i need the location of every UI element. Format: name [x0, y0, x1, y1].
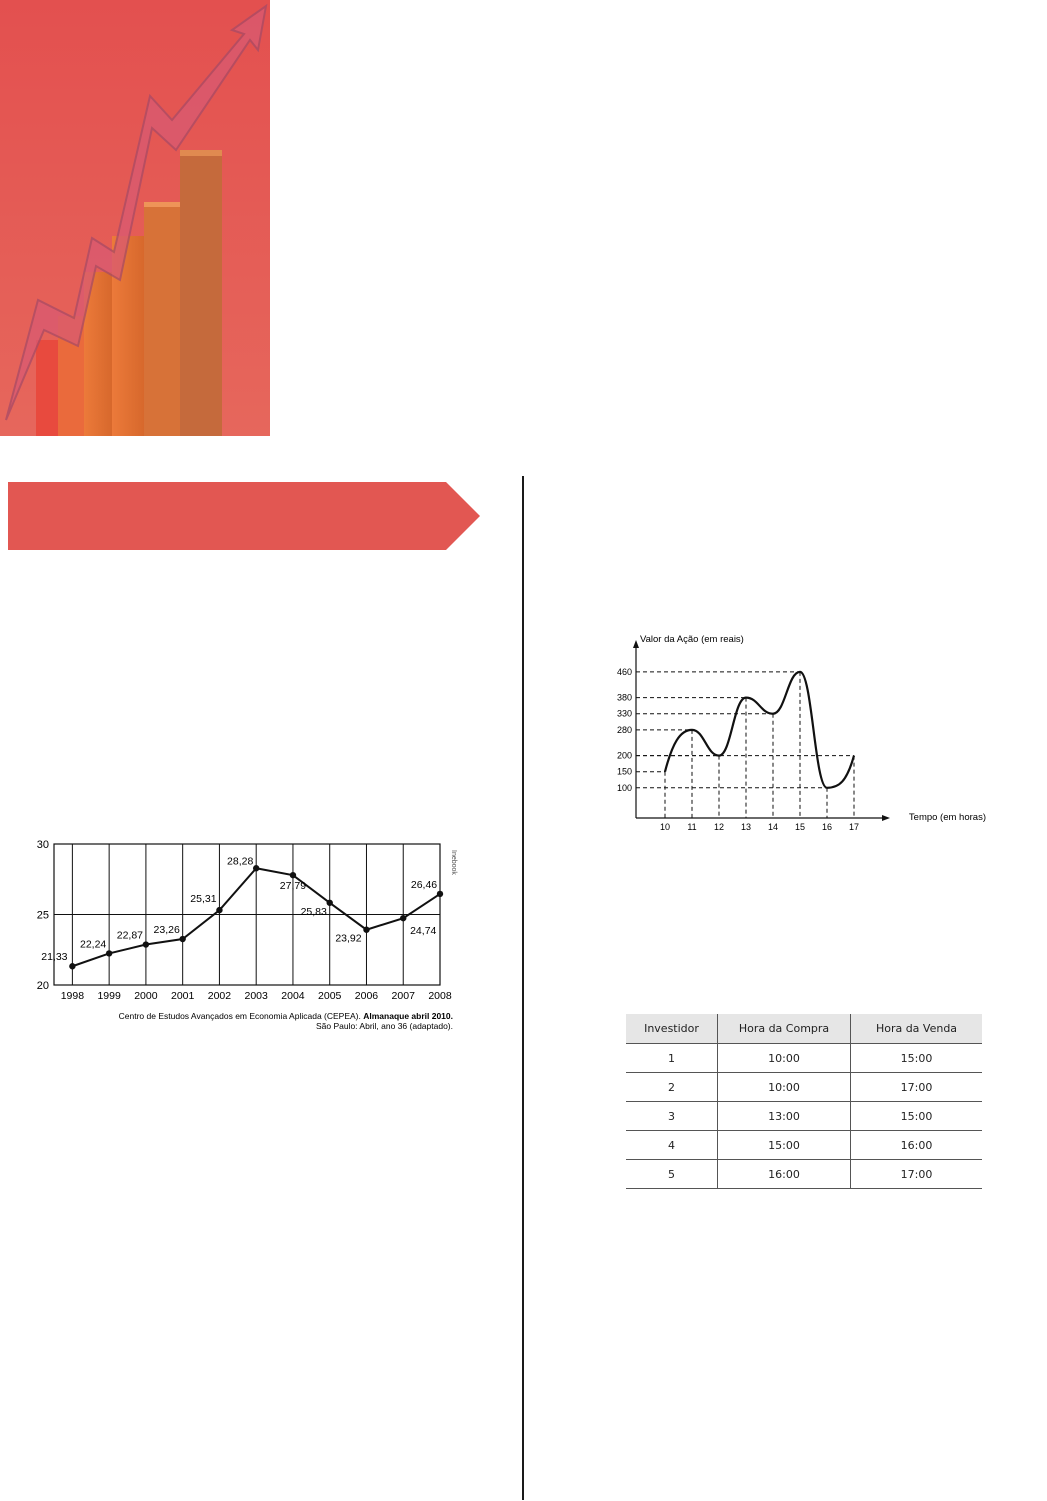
x-tick-label: 12 — [713, 822, 725, 832]
y-tick-label: 100 — [616, 782, 632, 793]
column-divider — [522, 476, 524, 1500]
data-label: 21,33 — [41, 951, 68, 964]
header-buy-time: Hora da Compra — [718, 1014, 851, 1044]
x-tick-label: 2001 — [170, 990, 195, 1002]
x-tick-label: 1999 — [97, 990, 121, 1002]
source-line-1-bold: Almanaque abril 2010. — [363, 1011, 453, 1021]
watermark: Inebook — [450, 850, 457, 875]
x-tick-label: 2000 — [134, 990, 158, 1002]
data-point — [327, 900, 333, 906]
source-line-2: São Paulo: Abril, ano 36 (adaptado). — [315, 1021, 453, 1031]
stock-curve — [665, 672, 854, 788]
data-point — [400, 915, 406, 921]
x-tick-label: 2004 — [281, 990, 305, 1002]
x-tick-label: 2006 — [354, 990, 379, 1002]
header-sell-time: Hora da Venda — [851, 1014, 983, 1044]
source-line-1-plain: Centro de Estudos Avançados em Economia Aplicada (CEPEA). — [118, 1011, 364, 1021]
cell-sell-time: 16:00 — [851, 1131, 983, 1160]
x-tick-label: 2002 — [207, 990, 232, 1002]
y-tick-label: 460 — [616, 666, 632, 677]
x-tick-label: 15 — [794, 822, 806, 832]
y-tick-label: 200 — [616, 750, 632, 761]
header-investor: Investidor — [626, 1014, 718, 1044]
cell-sell-time: 17:00 — [851, 1073, 983, 1102]
data-point — [179, 936, 185, 942]
section-banner — [8, 482, 480, 550]
y-axis-arrow — [633, 640, 639, 648]
data-point — [363, 927, 369, 933]
x-tick-label: 2005 — [318, 990, 342, 1002]
x-axis-label: Tempo (em horas) — [908, 812, 986, 823]
growth-chart-illustration — [0, 0, 270, 436]
cell-investor: 2 — [626, 1073, 718, 1102]
cell-sell-time: 15:00 — [851, 1102, 983, 1131]
y-tick-label: 25 — [36, 909, 49, 922]
cell-investor: 5 — [626, 1160, 718, 1189]
y-tick-label: 380 — [616, 692, 632, 703]
x-tick-label: 1998 — [60, 990, 85, 1002]
investor-table — [626, 1014, 982, 1189]
y-tick-label: 30 — [36, 839, 49, 851]
price-line-chart — [30, 836, 460, 1036]
table-row — [626, 1102, 982, 1131]
data-label: 24,74 — [410, 925, 437, 938]
cell-investor: 1 — [626, 1044, 718, 1073]
stock-value-chart — [606, 630, 988, 836]
table-row — [626, 1131, 982, 1160]
x-tick-label: 2007 — [391, 990, 415, 1002]
cell-buy-time: 16:00 — [718, 1160, 851, 1189]
data-point — [290, 872, 296, 878]
y-axis-label: Valor da Ação (em reais) — [640, 634, 744, 645]
data-label: 22,87 — [116, 929, 144, 942]
data-label: 27,79 — [279, 880, 307, 893]
x-tick-label: 10 — [659, 822, 671, 832]
data-label: 26,46 — [410, 878, 438, 891]
data-label: 22,24 — [80, 938, 107, 951]
cell-investor: 3 — [626, 1102, 718, 1131]
x-tick-label: 14 — [767, 822, 779, 832]
x-tick-label: 2003 — [244, 990, 268, 1002]
data-point — [106, 950, 112, 956]
cell-buy-time: 10:00 — [718, 1044, 851, 1073]
y-tick-label: 330 — [616, 708, 632, 719]
x-tick-label: 11 — [687, 822, 697, 832]
dashed-guides — [636, 672, 854, 818]
y-tick-label: 150 — [616, 766, 632, 777]
cell-buy-time: 15:00 — [718, 1131, 851, 1160]
cell-buy-time: 10:00 — [718, 1073, 851, 1102]
cell-sell-time: 15:00 — [851, 1044, 983, 1073]
data-point — [216, 907, 222, 913]
data-point — [253, 865, 259, 871]
table-row — [626, 1044, 982, 1073]
cell-buy-time: 13:00 — [718, 1102, 851, 1131]
y-tick-label: 280 — [616, 724, 632, 735]
x-tick-label: 17 — [848, 822, 860, 832]
source-line-1 — [119, 1011, 453, 1021]
data-label: 25,31 — [190, 893, 217, 906]
data-label: 25,83 — [300, 905, 327, 918]
x-axis-arrow — [882, 815, 890, 821]
data-point — [69, 963, 75, 969]
cell-sell-time: 17:00 — [851, 1160, 983, 1189]
y-tick-label: 20 — [36, 980, 49, 992]
data-label: 23,92 — [335, 932, 362, 945]
cell-investor: 4 — [626, 1131, 718, 1160]
table-row — [626, 1073, 982, 1102]
data-point — [437, 891, 443, 897]
table-header-row — [626, 1014, 982, 1044]
table-row — [626, 1160, 982, 1189]
x-tick-label: 13 — [740, 822, 752, 832]
x-tick-label: 16 — [821, 822, 833, 832]
data-label: 28,28 — [227, 855, 254, 868]
data-point — [143, 941, 149, 947]
data-label: 23,26 — [153, 924, 180, 937]
x-tick-label: 2008 — [428, 990, 452, 1002]
